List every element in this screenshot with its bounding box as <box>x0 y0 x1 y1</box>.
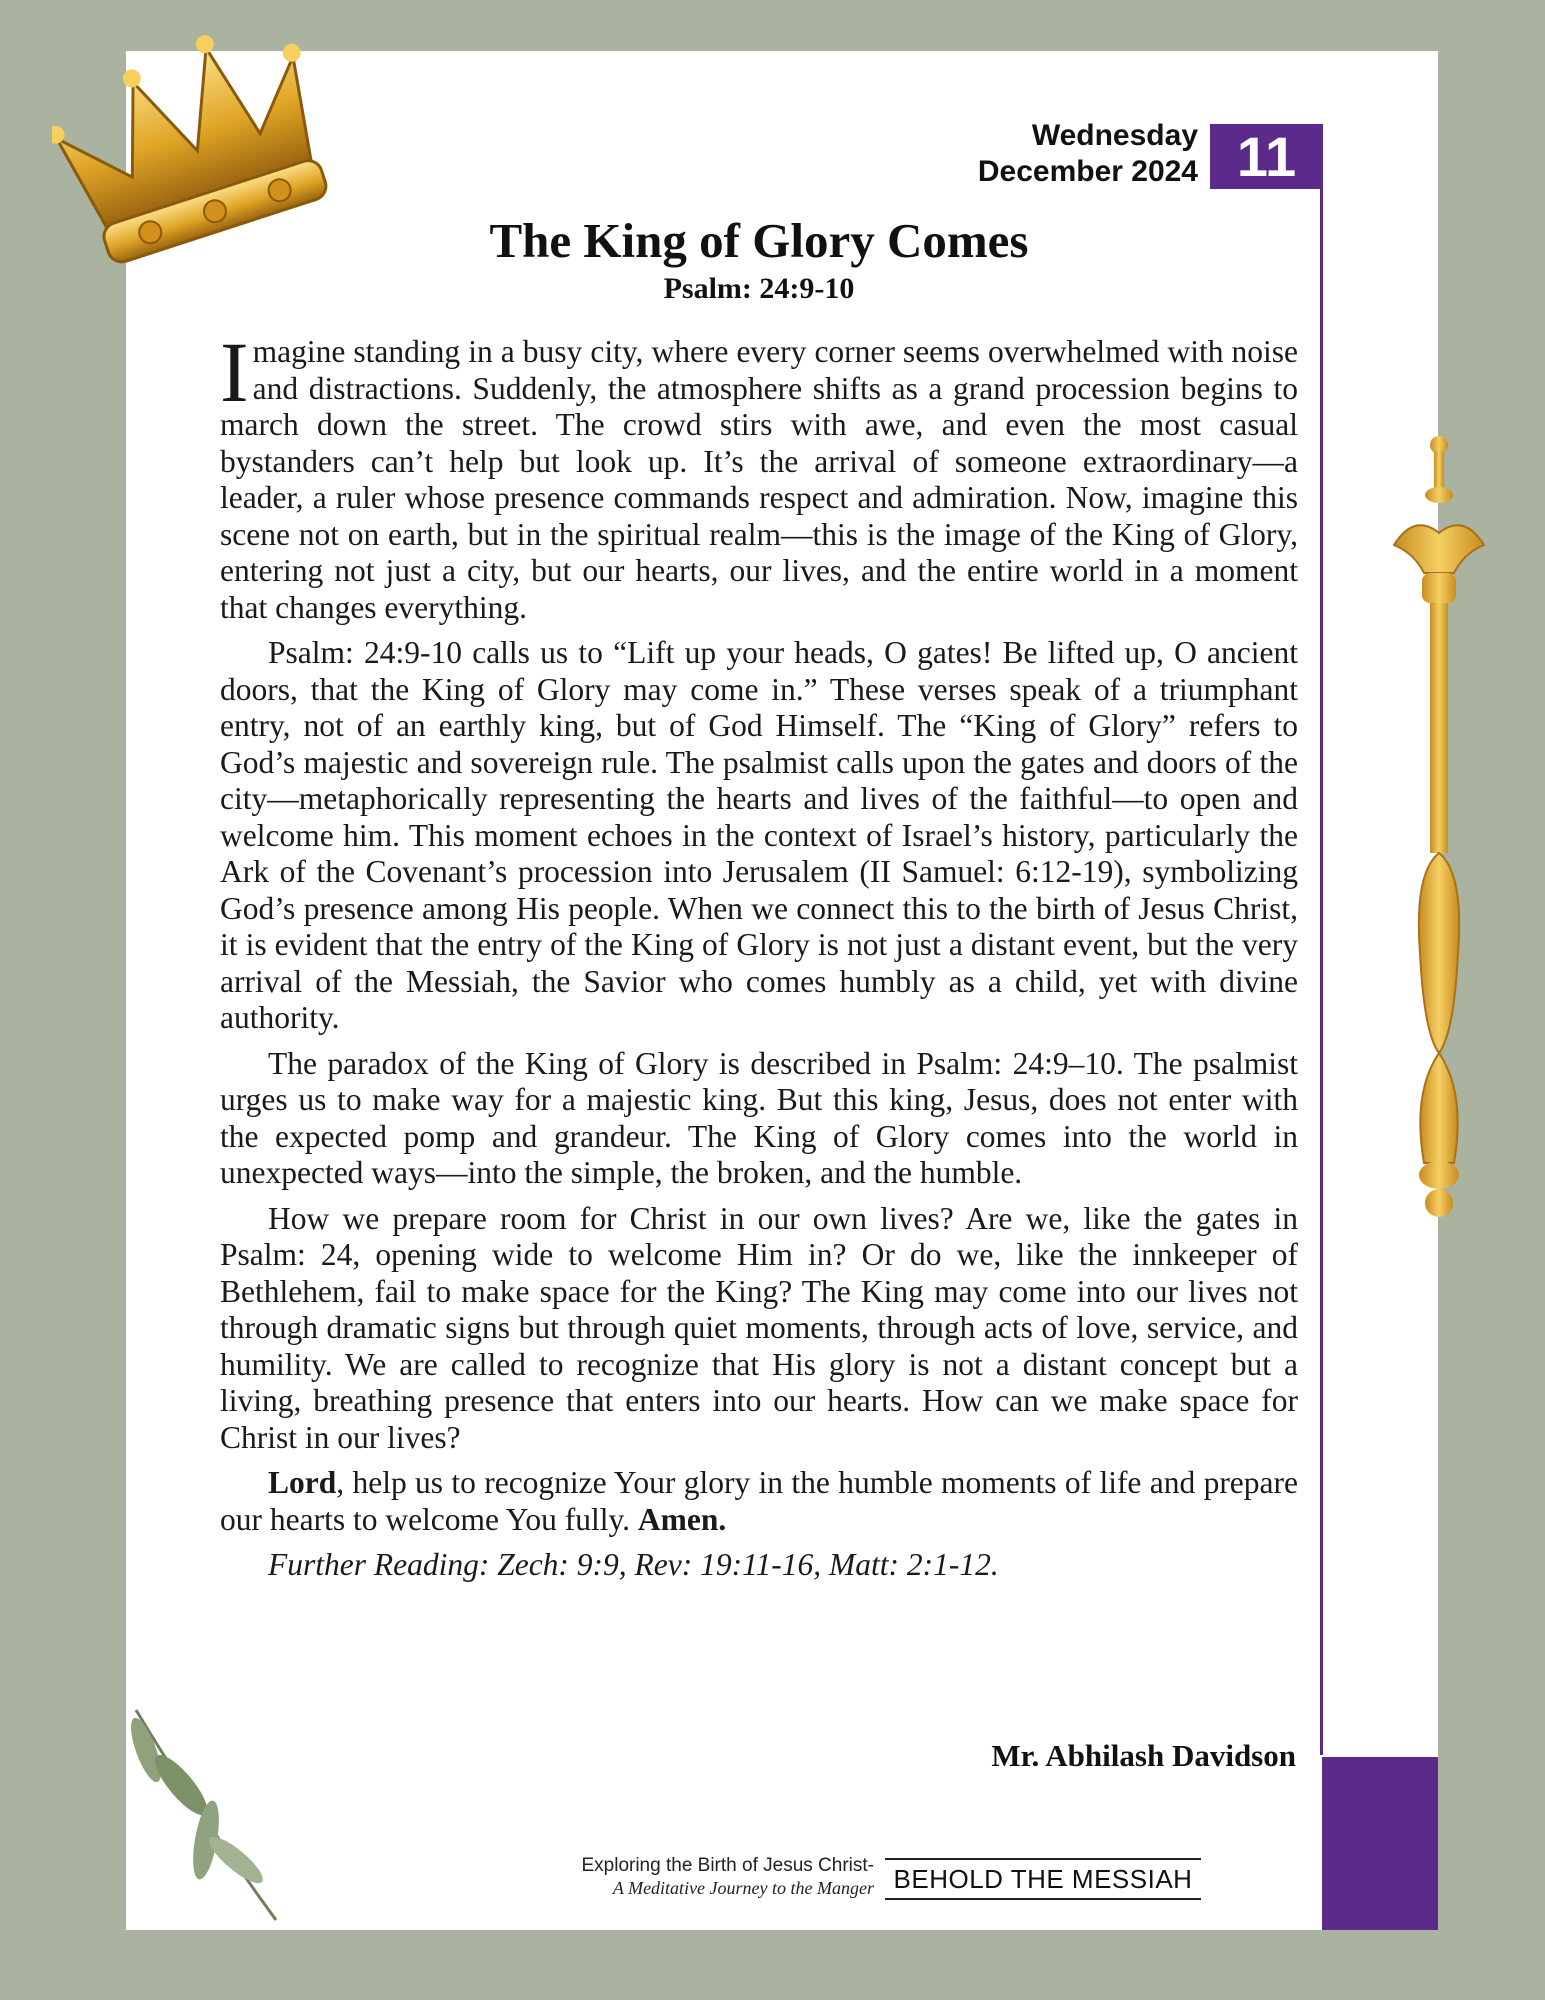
paragraph-3: The paradox of the King of Glory is described in Psalm: 24:9–10. The psalmist urges us to make way for a majestic king. But this king, Jesus, does not enter with the expected pomp and grandeur. The King of Glory comes into the world in unexpected ways—into the simple, the broken, and the humble. <box>220 1045 1298 1190</box>
scripture-reference: Psalm: 24:9-10 <box>663 272 855 305</box>
further-reading: Further Reading: Zech: 9:9, Rev: 19:11-16, Matt: 2:1-12. <box>268 1547 999 1582</box>
paragraph-1 <box>220 324 1298 626</box>
olive-branch-icon <box>126 1690 286 1930</box>
day-number: 11 <box>1210 124 1323 189</box>
page-title: The King of Glory Comes <box>489 213 1029 268</box>
date-heading <box>978 118 1198 190</box>
paragraph-4: How we prepare room for Christ in our own lives? Are we, like the gates in Psalm: 24, opening wide to welcome Him in? Or do we, like the innkeeper of Bethlehem, fail to make space for the King? The King may come into our lives not through dramatic signs but through quiet moments, through acts of love, service, and humility. We are called to recognize that His glory is not a distant concept but a living, breathing presence that enters into our hearts. How can we make space for Christ in our lives? <box>220 1200 1298 1455</box>
book-title: BEHOLD THE MESSIAH <box>885 1858 1201 1900</box>
footer-subtitle <box>500 1855 874 1899</box>
paragraph-1-text: magine standing in a busy city, where every corner seems overwhelmed with noise and distractions. Suddenly, the atmosphere shifts as a grand procession begins to march down the street. The crowd stirs with awe, and even the most casual bystanders can’t help but look up. It’s the arrival of someone extraordinary—a leader, a ruler whose presence commands respect and admiration. Now, imagine this scene not on earth, but in the spiritual realm—this is the image of the King of Glory, entering not just a city, but our hearts, our lives, and the entire world in a moment that changes everything. <box>220 334 1298 625</box>
prayer-amen: Amen. <box>637 1501 727 1537</box>
weekday: Wednesday <box>1031 119 1198 152</box>
prayer-text: , help us to recognize Your glory in the humble moments of life and prepare our hearts to welcome You fully. <box>220 1465 1298 1537</box>
author-name: Mr. Abhilash Davidson <box>991 1738 1296 1773</box>
prayer-lead: Lord <box>268 1465 337 1500</box>
paragraph-2: Psalm: 24:9-10 calls us to “Lift up your heads, O gates! Be lifted up, O ancient doors, that the King of Glory may come in.” These verses speak of a triumphant entry, not of an earthly king, but of God Himself. The “King of Glory” refers to God’s majestic and sovereign rule. The psalmist calls upon the gates and doors of the city—metaphorically representing the hearts and lives of the faithful—to open and welcome him. This moment echoes in the context of Israel’s history, particularly the Ark of the Covenant’s procession into Jerusalem (II Samuel: 6:12-19), symbolizing God’s presence among His people. When we connect this to the birth of Jesus Christ, it is evident that the entry of the King of Glory is not just a distant event, but the very arrival of the Messiah, the Savior who comes humbly as a child, yet with divine authority. <box>220 635 1298 1035</box>
footer-line-2: A Meditative Journey to the Manger <box>612 1878 874 1898</box>
drop-cap: I <box>220 324 249 420</box>
month-year: December 2024 <box>977 155 1198 188</box>
scepter-icon <box>1384 433 1494 1228</box>
accent-rule <box>1320 125 1323 1755</box>
footer-line-1: Exploring the Birth of Jesus Christ- <box>581 1855 874 1876</box>
devotion-body <box>220 324 1298 1593</box>
accent-block <box>1322 1757 1438 1930</box>
page-number: 15 <box>1247 1861 1286 1899</box>
prayer <box>220 1465 1298 1538</box>
